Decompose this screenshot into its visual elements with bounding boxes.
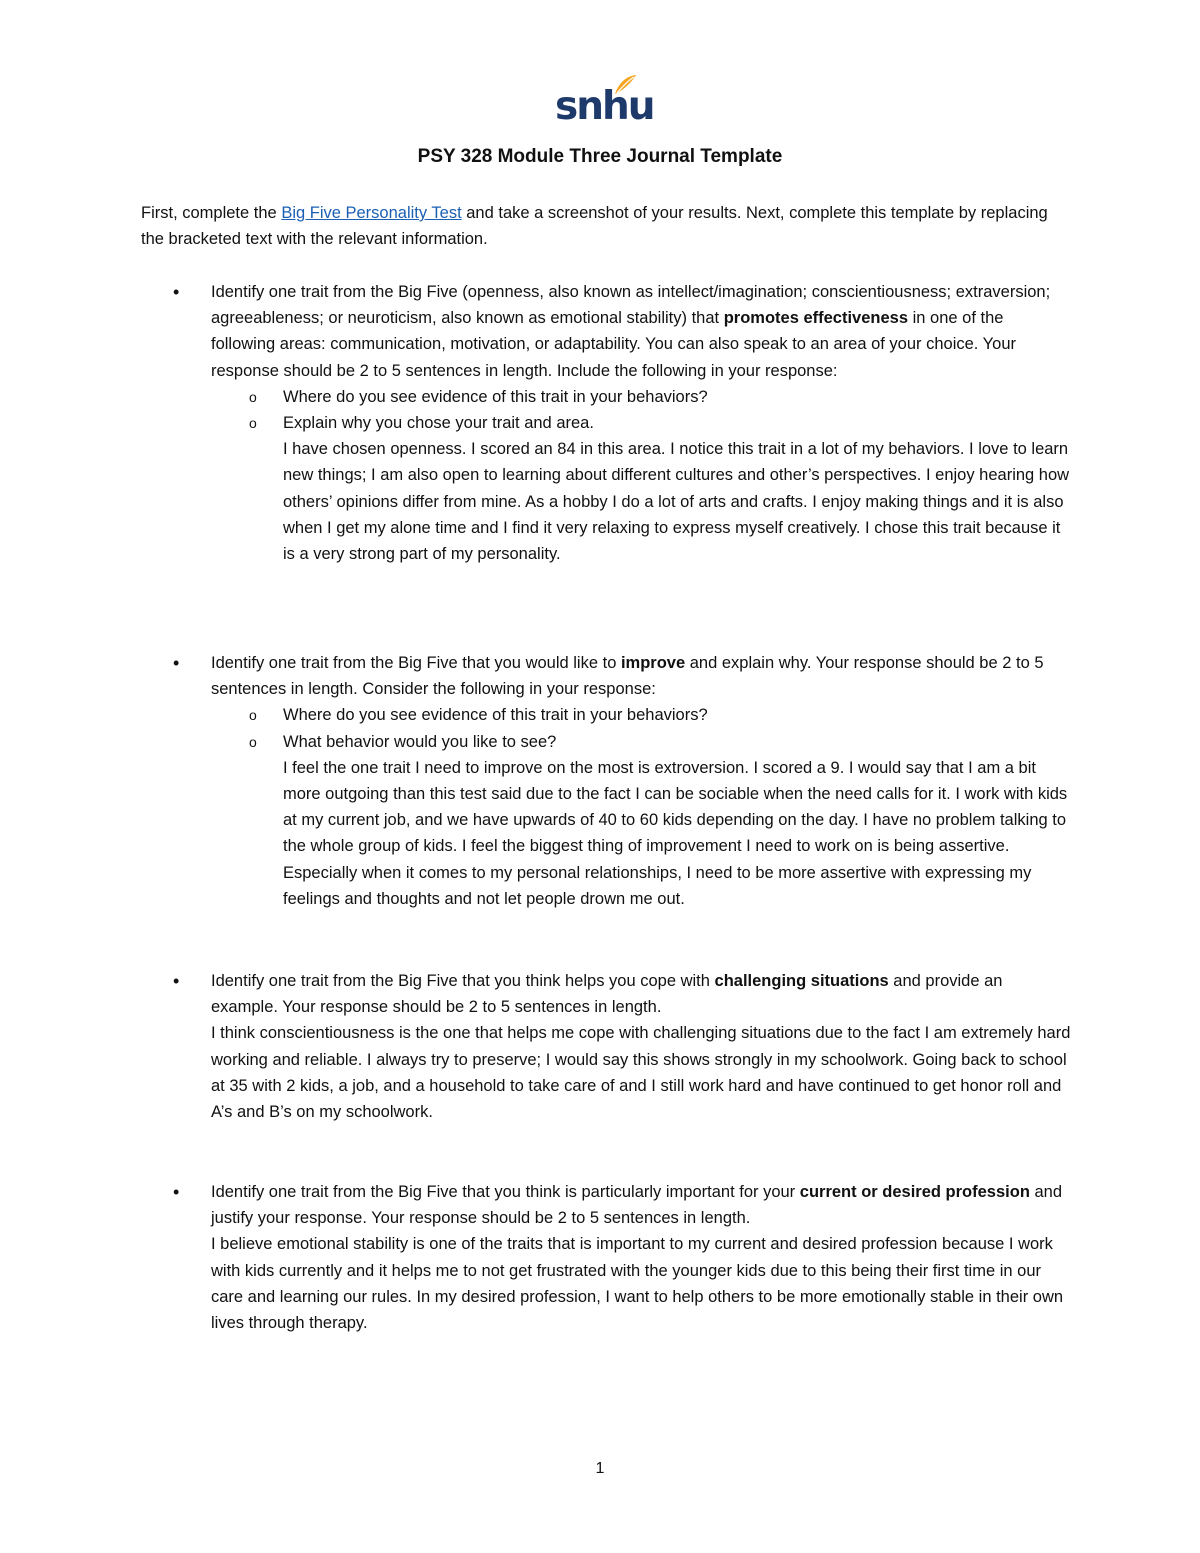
response-text: I think conscientiousness is the one that helps me cope with challenging situations due to the fact I am extremely hard working and reliable. I always try to preserve; I would say this shows strongly in my schoolwork. Going back to school at 35 with 2 kids, a job, and a household to take care of and I still work hard and have continued to get honor roll and A’s and B’s on my schoolwork.: [211, 1024, 1071, 1122]
section-promotes-effectiveness: [173, 279, 1071, 567]
sub-bullet: o Where do you see evidence of this trait in your behaviors?: [211, 384, 1071, 410]
page-number: 1: [595, 1460, 605, 1477]
response-text: I have chosen openness. I scored an 84 in this area. I notice this trait in a lot of my behaviors. I love to learn new things; I am also open to learning about different cultures and other’s perspectives. I enjoy hearing how others’ opinions differ from mine. As a hobby I do a lot of arts and crafts. I enjoy making things and it is also when I get my alone time and I find it very relaxing to express myself creatively. I chose this trait because it is a very strong part of my personality.: [283, 440, 1070, 564]
section-prompt: Identify one trait from the Big Five that you would like to improve and explain why. Your response should be 2 to 5 sentences in length. Consider the following in your response:: [211, 654, 1044, 699]
bullet-icon: •: [173, 971, 180, 991]
prompt-emphasis: challenging situations: [714, 972, 889, 990]
prompt-emphasis: current or desired profession: [799, 1183, 1030, 1201]
response-text: I feel the one trait I need to improve on the most is extroversion. I scored a 9. I would say that I am a bit more outgoing than this test said due to the fact I can be sociable when the need calls for it. I work with kids at my current job, and we have upwards of 40 to 60 kids depending on the day. I have no problem talking to the whole group of kids. I feel the biggest thing of improvement I need to work on is being assertive. Especially when it comes to my personal relationships, I need to be more assertive with expressing my feelings and thoughts and not let people drown me out.: [283, 758, 1068, 908]
section-profession: [173, 1179, 1071, 1336]
section-challenging-situations: [173, 968, 1071, 1125]
snhu-logo: [555, 74, 654, 132]
sub-bullet-icon: o: [249, 388, 257, 405]
logo-text: snhu: [555, 84, 654, 129]
intro-text-start: First, complete the: [141, 204, 282, 222]
section-improve: [173, 650, 1071, 912]
intro-paragraph: [141, 200, 1066, 252]
prompt-emphasis: promotes effectiveness: [723, 309, 909, 328]
section-prompt: Identify one trait from the Big Five that you think helps you cope with challenging situations and provide an example. Your response should be 2 to 5 sentences in length.: [211, 972, 1003, 1017]
prompt-emphasis: improve: [620, 654, 686, 672]
bullet-icon: •: [173, 282, 180, 302]
big-five-test-link[interactable]: Big Five Personality Test: [281, 204, 462, 222]
sub-bullet: o Where do you see evidence of this trait in your behaviors?: [211, 702, 1071, 728]
intro-text-end: and take a screenshot of your results. Next, complete this template by replacing the bracketed text with the relevant information.: [141, 204, 1048, 248]
section-prompt: Identify one trait from the Big Five that you think is particularly important for your current or desired profession and justify your response. Your response should be 2 to 5 sentences in length.: [211, 1183, 1063, 1228]
page-title: PSY 328 Module Three Journal Template: [417, 146, 783, 167]
bullet-icon: •: [173, 653, 180, 673]
response-text: I believe emotional stability is one of the traits that is important to my current and desired profession because I work with kids currently and it helps me to not get frustrated with the younger kids due to this being their first time in our care and learning our rules. In my desired profession, I want to help others to be more emotionally stable in their own lives through therapy.: [211, 1235, 1064, 1333]
section-prompt: Identify one trait from the Big Five (openness, also known as intellect/imagination; conscientiousness; extraversion; agreeableness; or neuroticism, also known as emotional stability) that promotes effectiveness in one of the following areas: communication, motivation, or adaptability. You can also speak to an area of your choice. Your response should be 2 to 5 sentences in length. Include the following in your response:: [211, 283, 1051, 380]
leaf-icon: [613, 74, 637, 96]
sub-bullet-icon: o: [249, 733, 257, 750]
bullet-icon: •: [173, 1182, 180, 1202]
sub-bullet: o What behavior would you like to see? I feel the one trait I need to improve on the most is extroversion. I scored a 9. I would say that I am a bit more outgoing than this test said due to the fact I can be sociable when the need calls for it. I work with kids at my current job, and we have upwards of 40 to 60 kids depending on the day. I have no problem talking to the whole group of kids. I feel the biggest thing of improvement I need to work on is being assertive. Especially when it comes to my personal relationships, I need to be more assertive with expressing my feelings and thoughts and not let people drown me out.: [211, 729, 1071, 912]
sub-bullet: o Explain why you chose your trait and area. I have chosen openness. I scored an 84 in this area. I notice this trait in a lot of my behaviors. I love to learn new things; I am also open to learning about different cultures and other’s perspectives. I enjoy hearing how others’ opinions differ from mine. As a hobby I do a lot of arts and crafts. I enjoy making things and it is also when I get my alone time and I find it very relaxing to express myself creatively. I chose this trait because it is a very strong part of my personality.: [211, 410, 1071, 567]
sub-bullet-icon: o: [249, 415, 257, 432]
sub-bullet-icon: o: [249, 707, 257, 724]
